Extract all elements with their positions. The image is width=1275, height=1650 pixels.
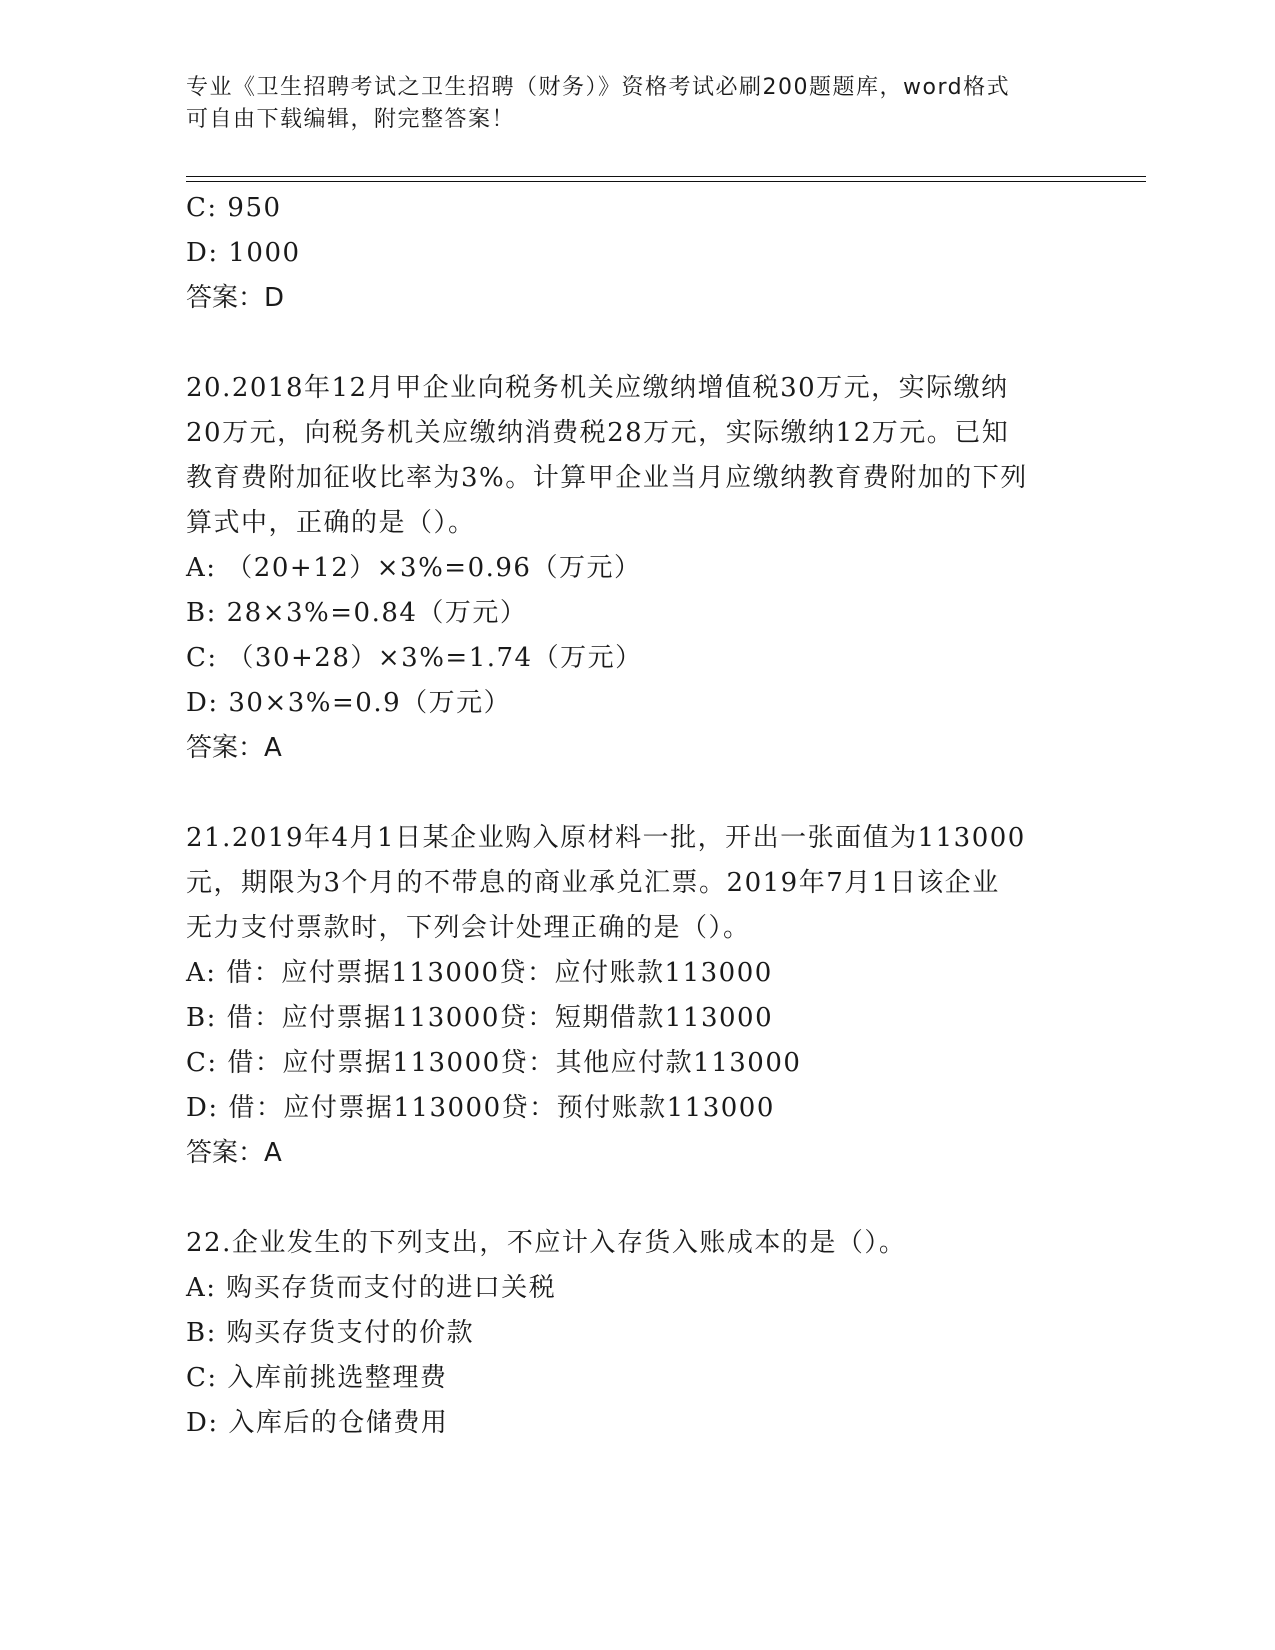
option-d: D: 借：应付票据113000贷：预付账款113000	[186, 1093, 775, 1123]
option-a: A: 购买存货而支付的进口关税	[186, 1273, 557, 1303]
option-d: D: 30×3%=0.9（万元）	[186, 688, 512, 718]
option-a: A: 借：应付票据113000贷：应付账款113000	[186, 958, 773, 988]
option-d: D: 入库后的仓储费用	[186, 1408, 449, 1438]
question-stem-line: 20万元，向税务机关应缴纳消费税28万元，实际缴纳12万元。已知	[186, 418, 1010, 448]
header-divider-top	[186, 176, 1146, 177]
header-divider-bottom	[186, 181, 1146, 182]
option-b: B: 购买存货支付的价款	[186, 1318, 475, 1348]
option-c: C: 借：应付票据113000贷：其他应付款113000	[186, 1048, 802, 1078]
question-stem-line: 元，期限为3个月的不带息的商业承兑汇票。2019年7月1日该企业	[186, 868, 1000, 898]
answer-line: 答案：A	[186, 1138, 282, 1168]
question-22	[186, 1221, 1086, 1446]
question-21	[186, 816, 1086, 1176]
question-stem-line: 算式中，正确的是（）。	[186, 508, 476, 538]
question-stem-line: 无力支付票款时，下列会计处理正确的是（）。	[186, 913, 751, 943]
question-stem-line: 22.企业发生的下列支出，不应计入存货入账成本的是（）。	[186, 1228, 907, 1258]
option-c: C: 950	[186, 193, 282, 223]
header-title-line-1: 专业《卫生招聘考试之卫生招聘（财务）》资格考试必刷200题题库，word格式	[186, 75, 1011, 100]
option-c: C: 入库前挑选整理费	[186, 1363, 448, 1393]
question-list	[186, 186, 1086, 1446]
question-20	[186, 366, 1086, 771]
option-b: B: 借：应付票据113000贷：短期借款113000	[186, 1003, 774, 1033]
page-header	[186, 72, 1066, 136]
option-c: C: （30+28）×3%=1.74（万元）	[186, 643, 643, 673]
question-stem-line: 20.2018年12月甲企业向税务机关应缴纳增值税30万元，实际缴纳	[186, 373, 1009, 403]
option-b: B: 28×3%=0.84（万元）	[186, 598, 528, 628]
question-stem-line: 21.2019年4月1日某企业购入原材料一批，开出一张面值为113000	[186, 823, 1026, 853]
question-stem-line: 教育费附加征收比率为3%。计算甲企业当月应缴纳教育费附加的下列	[186, 463, 1028, 493]
answer-line: 答案：A	[186, 733, 282, 763]
question-19-tail	[186, 186, 1086, 321]
answer-line: 答案：D	[186, 283, 285, 313]
option-a: A: （20+12）×3%=0.96（万元）	[186, 553, 642, 583]
header-title-line-2: 可自由下载编辑，附完整答案！	[186, 107, 516, 132]
option-d: D: 1000	[186, 238, 301, 268]
